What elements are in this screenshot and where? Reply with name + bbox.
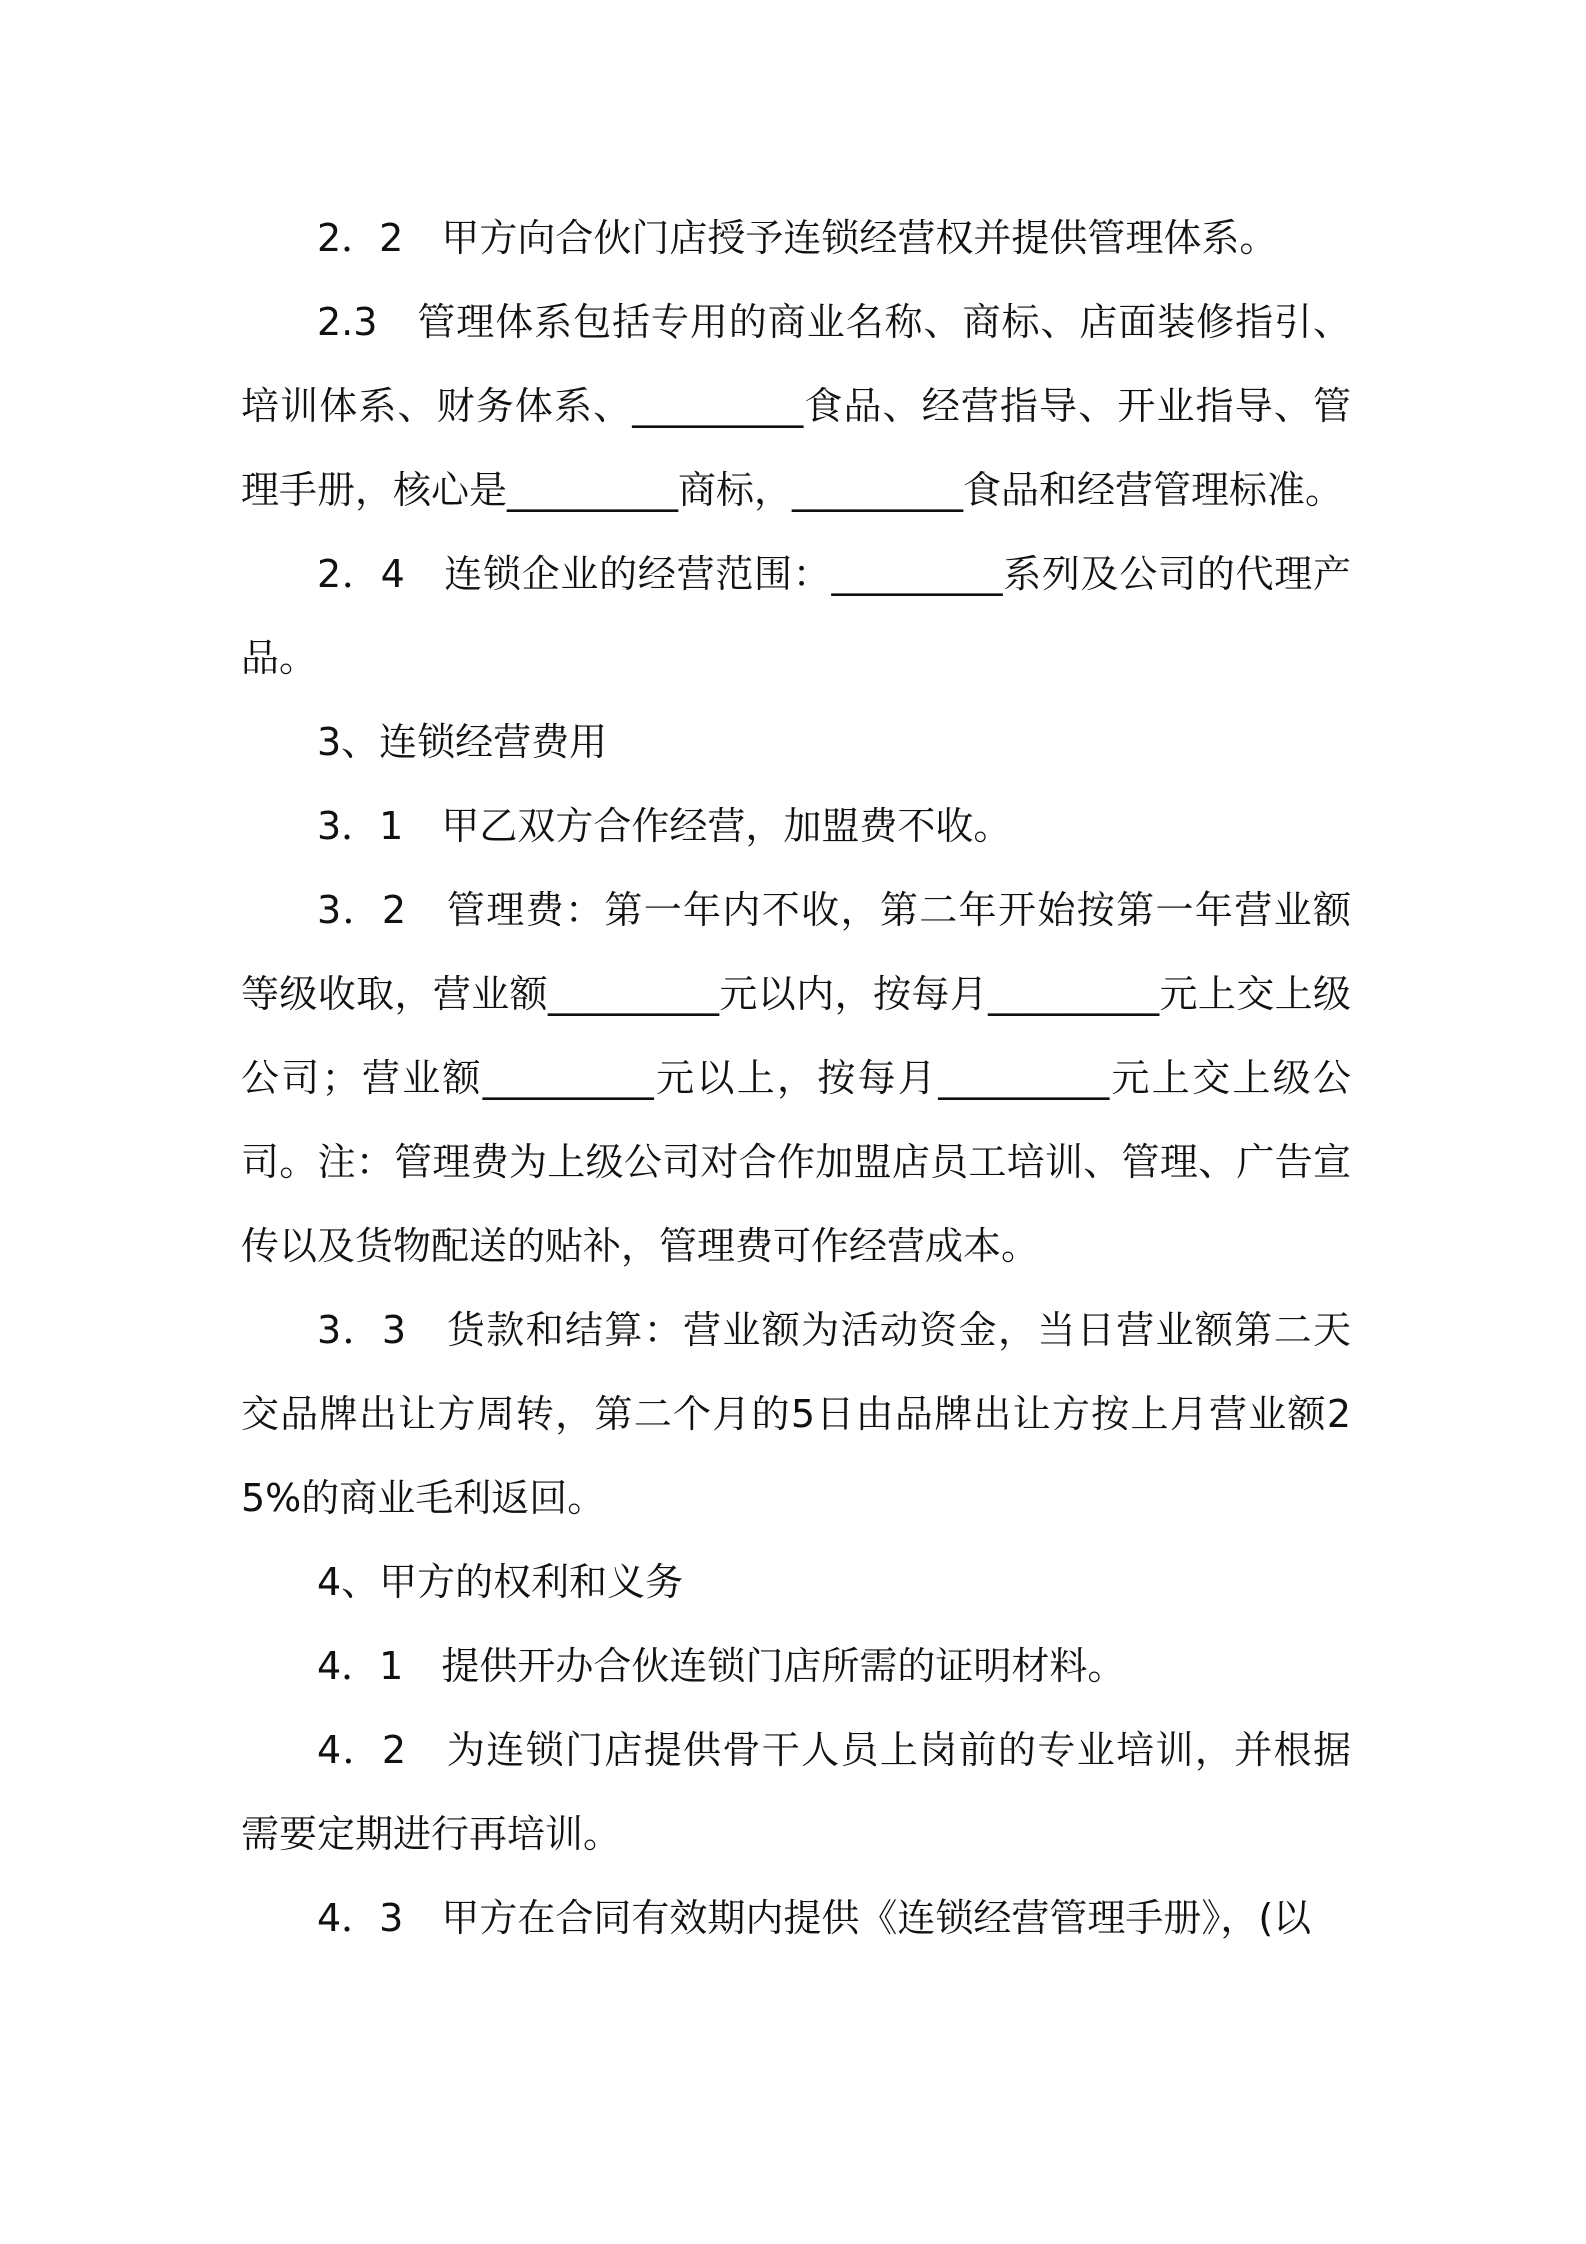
clause-3-2: 3．2 管理费：第一年内不收，第二年开始按第一年营业额等级收取，营业额_________元以内，按每月_________元上交上级公司；营业额_________元以上，按每月_________元上交上级公司。注：管理费为上级公司对合作加盟店员工培训、管理、广告宣传以及货物配送的贴补，管理费可作经营成本。 [241,888,1351,1268]
section-4-heading: 4、甲方的权利和义务 [317,1560,684,1604]
clause-3-1: 3．1 甲乙双方合作经营，加盟费不收。 [317,804,1012,848]
clause-2-2: 2．2 甲方向合伙门店授予连锁经营权并提供管理体系。 [317,216,1278,260]
clause-2-3: 2.3 管理体系包括专用的商业名称、商标、店面装修指引、培训体系、财务体系、_________食品、经营指导、开业指导、管理手册，核心是_________商标，_________食品和经营管理标准。 [241,300,1351,512]
section-3-heading: 3、连锁经营费用 [317,720,608,764]
clause-2-4: 2．4 连锁企业的经营范围：_________系列及公司的代理产品。 [241,552,1351,680]
document-body [241,196,1351,1960]
clause-4-3: 4．3 甲方在合同有效期内提供《连锁经营管理手册》，(以 [317,1896,1312,1940]
clause-4-2: 4．2 为连锁门店提供骨干人员上岗前的专业培训，并根据需要定期进行再培训。 [241,1728,1351,1856]
clause-4-1: 4．1 提供开办合伙连锁门店所需的证明材料。 [317,1644,1126,1688]
clause-3-3: 3．3 货款和结算：营业额为活动资金，当日营业额第二天交品牌出让方周转，第二个月的5日由品牌出让方按上月营业额25%的商业毛利返回。 [241,1308,1351,1520]
